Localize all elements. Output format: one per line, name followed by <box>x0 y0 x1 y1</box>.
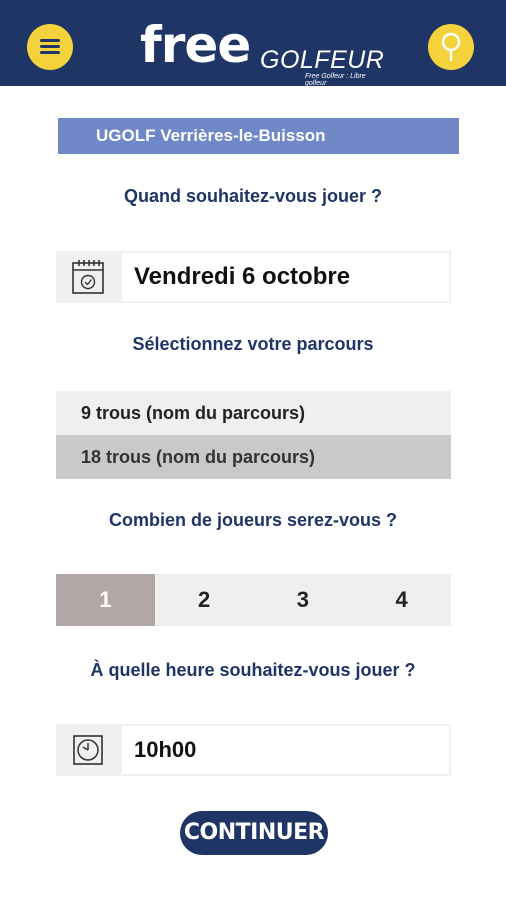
logo-tagline: Free Golfeur : Libre golfeur <box>305 73 366 87</box>
selected-time: 10h00 <box>122 726 449 774</box>
course-option-18-holes[interactable]: 18 trous (nom du parcours) <box>56 435 451 479</box>
player-option-3[interactable]: 3 <box>296 587 309 612</box>
player-option-2[interactable]: 2 <box>198 587 211 612</box>
search-icon <box>428 24 474 70</box>
menu-button[interactable] <box>27 24 73 70</box>
player-option-1[interactable]: 1 <box>56 574 155 626</box>
player-option-4[interactable]: 4 <box>395 587 408 612</box>
players-selector <box>56 574 451 626</box>
app-logo <box>140 14 385 87</box>
calendar-icon <box>56 251 120 303</box>
course-question: Sélectionnez votre parcours <box>132 334 374 354</box>
calendar-icon-box <box>56 251 120 303</box>
logo-main-text: free <box>140 16 251 74</box>
logo-sub-text: GOLFEUR <box>260 46 385 74</box>
club-name-bar: UGOLF Verrières-le-Buisson <box>58 118 459 154</box>
date-question: Quand souhaitez-vous jouer ? <box>123 186 383 206</box>
time-picker-field[interactable] <box>56 724 451 776</box>
course-option-9-holes[interactable]: 9 trous (nom du parcours) <box>56 391 451 435</box>
selected-date: Vendredi 6 octobre <box>122 253 449 301</box>
time-question: À quelle heure souhaitez-vous jouer ? <box>90 660 416 680</box>
date-picker-field[interactable] <box>56 251 451 303</box>
continue-button[interactable]: CONTINUER <box>180 811 328 855</box>
app-header <box>0 0 506 86</box>
clock-icon <box>56 724 120 776</box>
search-button[interactable] <box>428 24 474 70</box>
players-question: Combien de joueurs serez-vous ? <box>108 510 398 530</box>
clock-icon-box <box>56 724 120 776</box>
